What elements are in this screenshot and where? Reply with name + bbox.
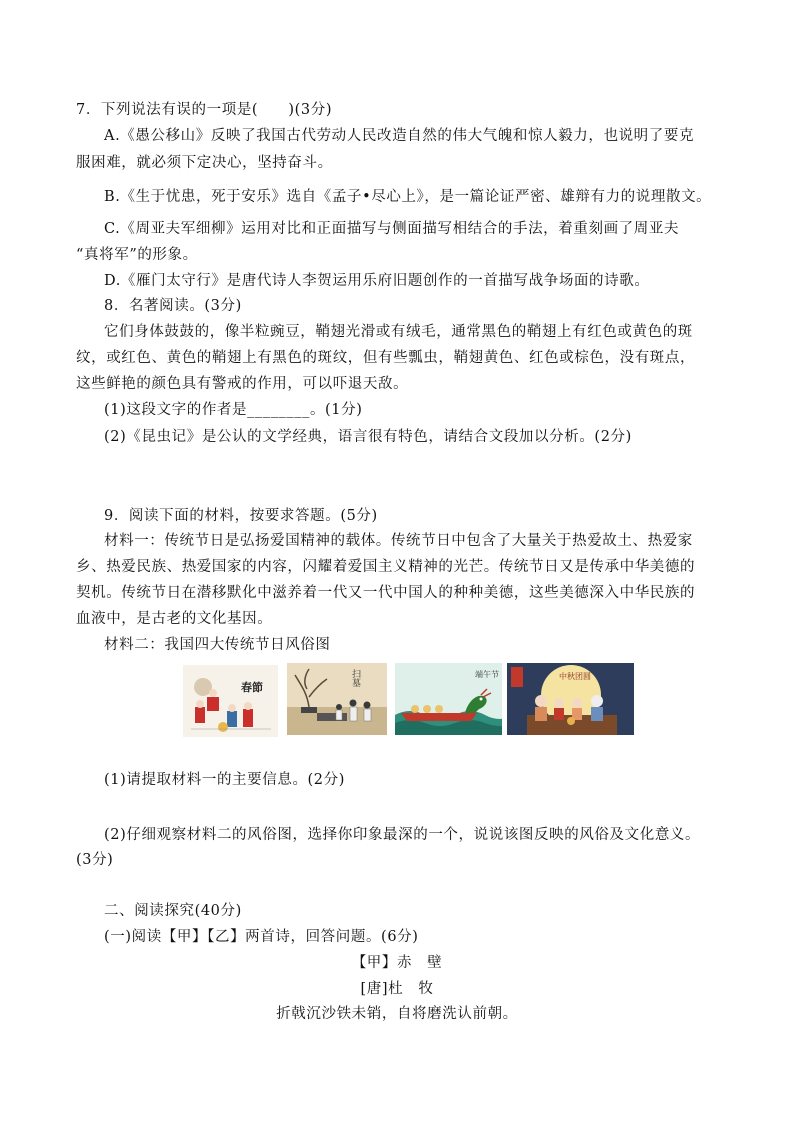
q7-option-d: D.《雁门太守行》是唐代诗人李贺运用乐府旧题创作的一首描写战争场面的诗歌。 xyxy=(104,273,650,289)
q8-sub1: (1)这段文字的作者是________。(1分) xyxy=(104,402,363,418)
q7-option-c-line2: “真将军”的形象。 xyxy=(76,247,198,263)
q8-stem: 8．名著阅读。(3分) xyxy=(104,298,242,314)
mid-autumn-image xyxy=(507,663,634,735)
poem-line-1: 折戟沉沙铁未销，自将磨洗认前朝。 xyxy=(276,1006,518,1022)
q9-sub2-line1: (2)仔细观察材料二的风俗图，选择你印象最深的一个，说说该图反映的风俗及文化意义。 xyxy=(104,827,701,843)
qingming-image xyxy=(287,663,387,735)
part2-subsection: (一)阅读【甲】【乙】两首诗，回答问题。(6分) xyxy=(104,929,419,945)
q9-material1-line1: 材料一：传统节日是弘扬爱国精神的载体。传统节日中包含了大量关于热爱故土、热爱家 xyxy=(104,533,693,549)
q7-option-c-line1: C.《周亚夫军细柳》运用对比和正面描写与侧面描写相结合的手法，着重刻画了周亚夫 xyxy=(104,221,680,237)
q9-material1-line2: 乡、热爱民族、热爱国家的内容，闪耀着爱国主义精神的光芒。传统节日又是传承中华美德的 xyxy=(76,559,696,575)
poem-author: [唐]杜 牧 xyxy=(360,981,434,997)
dragon-boat-image xyxy=(395,663,502,735)
q7-option-b: B.《生于忧患，死于安乐》选自《孟子•尽心上》，是一篇论证严密、雄辩有力的说理散文。 xyxy=(104,189,712,205)
part2-title: 二、阅读探究(40分) xyxy=(104,903,242,919)
q9-material2: 材料二：我国四大传统节日风俗图 xyxy=(104,637,331,653)
q8-passage-line1: 它们身体鼓鼓的，像半粒豌豆，鞘翅光滑或有绒毛，通常黑色的鞘翅上有红色或黄色的斑 xyxy=(104,324,693,340)
q9-material1-line4: 血液中，是古老的文化基因。 xyxy=(76,611,273,627)
q8-passage-line2: 纹，或红色、黄色的鞘翅上有黑色的斑纹，但有些瓢虫，鞘翅黄色、红色或棕色，没有斑点， xyxy=(76,350,696,366)
q9-stem: 9．阅读下面的材料，按要求答题。(5分) xyxy=(104,508,378,524)
dragon-boat-label: 端午节 xyxy=(475,670,499,679)
spring-festival-label: 春節 xyxy=(241,681,263,694)
q7-option-a-line2: 服困难，就必须下定决心，坚持奋斗。 xyxy=(76,155,333,171)
q7-stem: 7．下列说法有误的一项是( )(3分) xyxy=(76,102,333,118)
mid-autumn-label: 中秋团圆 xyxy=(559,672,591,681)
poem-title: 【甲】赤 壁 xyxy=(351,955,443,971)
q8-passage-line3: 这些鲜艳的颜色具有警戒的作用，可以吓退天敌。 xyxy=(76,376,409,392)
spring-festival-image xyxy=(183,665,278,737)
q7-option-a-line1: A.《愚公移山》反映了我国古代劳动人民改造自然的伟大气魄和惊人毅力，也说明了要克 xyxy=(104,128,695,144)
q9-sub2-line2: (3分) xyxy=(76,852,114,868)
q9-material1-line3: 契机。传统节日在潜移默化中滋养着一代又一代中国人的种种美德，这些美德深入中华民族的 xyxy=(76,585,696,601)
qingming-label: 扫墓 xyxy=(350,669,360,687)
q9-sub1: (1)请提取材料一的主要信息。(2分) xyxy=(104,772,345,788)
q8-sub2: (2)《昆虫记》是公认的文学经典，语言很有特色，请结合文段加以分析。(2分) xyxy=(104,429,632,445)
